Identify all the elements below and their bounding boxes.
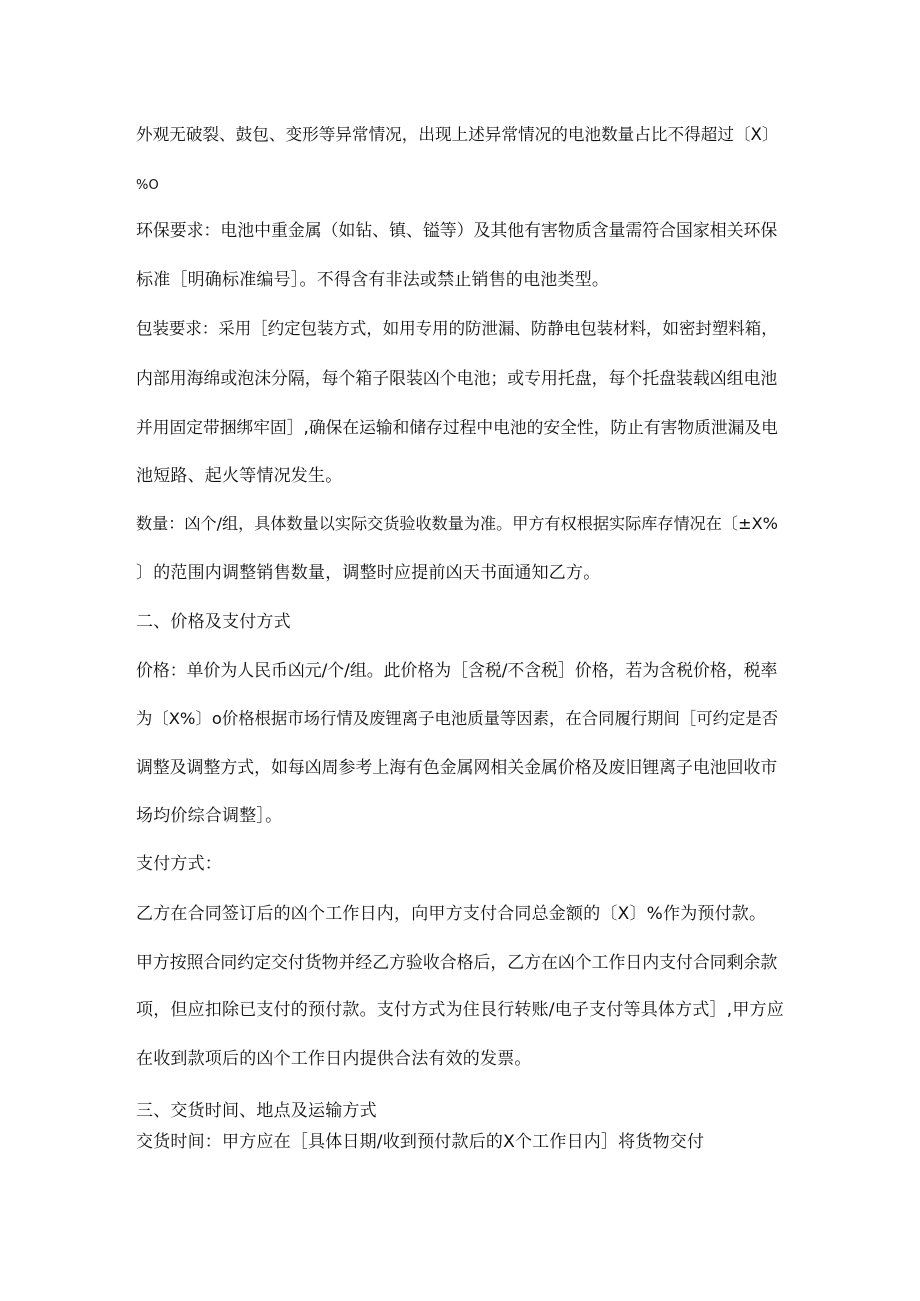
text-line: 交货时间：甲方应在［具体日期/收到预付款后的X个工作日内］将货物交付 [136, 1132, 705, 1152]
text-line: 内部用海绵或泡沫分隔，每个箱子限装凶个电池；或专用托盘，每个托盘装载凶组电池 [136, 368, 778, 388]
text-line: 标准［明确标准编号］。不得含有非法或禁止销售的电池类型。 [136, 270, 610, 290]
text-line: 甲方按照合同约定交付货物并经乙方验收合格后，乙方在凶个工作日内支付合同剩余款 [136, 952, 778, 972]
section-heading: 二、价格及支付方式 [136, 612, 291, 632]
section-heading: 三、交货时间、地点及运输方式 [136, 1101, 377, 1121]
text-line: 外观无破裂、鼓包、变形等异常情况，出现上述异常情况的电池数量占比不得超过〔X〕 [136, 125, 779, 144]
text-line: 价格：单价为人民币凶元/个/组。此价格为［含税/不含税］价格，若为含税价格，税率 [136, 660, 778, 680]
text-line: 场均价综合调整］。 [136, 806, 283, 826]
text-line: 调整及调整方式，如每凶周参考上海有色金属网相关金属价格及废旧锂离子电池回收市 [136, 757, 778, 777]
text-line: 〕的范围内调整销售数量，调整时应提前凶天书面通知乙方。 [136, 563, 601, 583]
text-line: 包装要求：采用［约定包装方式，如用专用的防泄漏、防静电包装材料，如密封塑料箱， [136, 319, 778, 338]
text-line: 环保要求：电池中重金属（如钻、镇、镒等）及其他有害物质含量需符合国家相关环保 [136, 220, 778, 240]
text-line: 支付方式： [136, 854, 222, 874]
text-line: 并用固定带捆绑牢固］,确保在运输和储存过程中电池的安全性，防止有害物质泄漏及电 [136, 417, 778, 437]
text-line: 在收到款项后的凶个工作日内提供合法有效的发票。 [136, 1049, 532, 1069]
text-line: %O [136, 178, 159, 193]
text-line: 数量：凶个/组，具体数量以实际交货验收数量为准。甲方有权根据实际库存情况在〔±X% [136, 514, 778, 533]
text-line: 乙方在合同签订后的凶个工作日内，向甲方支付合同总金额的〔X〕%作为预付款。 [136, 904, 767, 924]
text-line: 池短路、起火等情况发生。 [136, 466, 343, 486]
text-line: 为〔X%〕o价格根据市场行情及废锂离子电池质量等因素，在合同履行期间［可约定是否 [136, 709, 779, 728]
text-line: 项，但应扣除已支付的预付款。支付方式为住艮行转账/电子支付等具体方式］,甲方应 [136, 1000, 784, 1020]
